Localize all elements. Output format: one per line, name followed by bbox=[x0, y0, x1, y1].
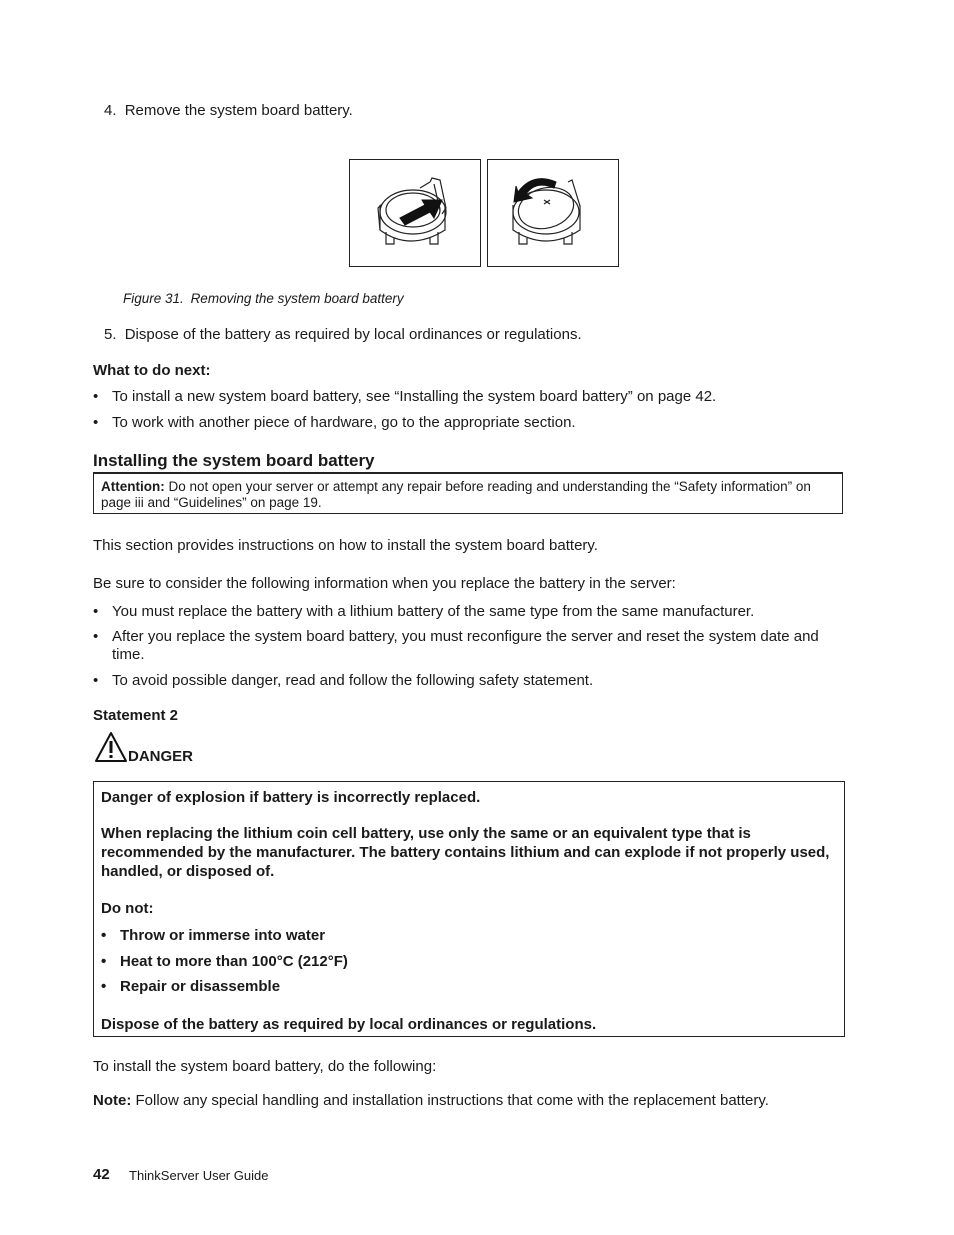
list-item-text: To work with another piece of hardware, go to the appropriate section. bbox=[112, 414, 576, 431]
danger-line-1: Danger of explosion if battery is incorrectly replaced. bbox=[101, 789, 481, 806]
statement-title: Statement 2 bbox=[93, 707, 179, 724]
intro-paragraph: This section provides instructions on how to install the system board battery. bbox=[93, 537, 598, 554]
figure-caption-text: Removing the system board battery bbox=[190, 291, 404, 306]
note-text: Follow any special handling and installation instructions that come with the replacement battery. bbox=[131, 1092, 769, 1109]
danger-line-2: When replacing the lithium coin cell battery, use only the same or an equivalent type that is recommended by the manufacturer. The battery contains lithium and can explode if not properly used, handled, or disposed of. bbox=[101, 825, 830, 880]
list-item-text: To install a new system board battery, see “Installing the system board battery” on page 42. bbox=[112, 388, 717, 405]
warning-triangle-icon bbox=[94, 731, 128, 763]
list-item bbox=[101, 978, 280, 995]
figure-panel-right bbox=[487, 159, 619, 267]
consider-paragraph: Be sure to consider the following information when you replace the battery in the server: bbox=[93, 575, 676, 592]
bullet: • bbox=[93, 388, 99, 405]
bullet: • bbox=[93, 414, 99, 431]
step-text: Remove the system board battery. bbox=[124, 102, 353, 119]
list-item-text: Throw or immerse into water bbox=[120, 927, 326, 944]
battery-removal-illustration-right bbox=[488, 160, 618, 266]
bullet: • bbox=[93, 603, 99, 620]
list-item bbox=[101, 927, 325, 944]
battery-removal-illustration-left bbox=[350, 160, 480, 266]
list-item-text: To avoid possible danger, read and follow the following safety statement. bbox=[112, 672, 594, 689]
footer-guide-title: ThinkServer User Guide bbox=[129, 1168, 269, 1183]
figure-caption bbox=[123, 291, 404, 306]
figure-label: Figure 31. bbox=[123, 291, 184, 306]
bullet: • bbox=[93, 628, 99, 645]
bullet: • bbox=[101, 927, 107, 944]
bullet: • bbox=[93, 672, 99, 689]
note-paragraph bbox=[93, 1092, 769, 1109]
what-to-do-next-heading: What to do next: bbox=[93, 362, 211, 379]
danger-box bbox=[93, 781, 845, 1037]
list-item-text: After you replace the system board battery, you must reconfigure the server and reset the system date and time. bbox=[112, 628, 819, 663]
danger-do-not: Do not: bbox=[101, 900, 154, 917]
step-number: 4. bbox=[104, 102, 117, 119]
step-number: 5. bbox=[104, 326, 117, 343]
list-item-text: You must replace the battery with a lithium battery of the same type from the same manufacturer. bbox=[112, 603, 755, 620]
attention-text bbox=[101, 479, 836, 511]
list-item-text: Repair or disassemble bbox=[120, 978, 281, 995]
page-number: 42 bbox=[93, 1166, 110, 1183]
step-4 bbox=[104, 102, 353, 119]
note-label: Note: bbox=[93, 1092, 132, 1109]
figure-panel-left bbox=[349, 159, 481, 267]
list-item bbox=[93, 672, 853, 690]
attention-label: Attention: bbox=[101, 479, 165, 494]
attention-body: Do not open your server or attempt any repair before reading and understanding the “Safety information” on page iii and “Guidelines” on page 19. bbox=[101, 479, 811, 510]
danger-label: DANGER bbox=[128, 748, 194, 765]
bullet: • bbox=[101, 953, 107, 970]
danger-last-line: Dispose of the battery as required by local ordinances or regulations. bbox=[101, 1016, 597, 1033]
list-item-text: Heat to more than 100°C (212°F) bbox=[120, 953, 348, 970]
bullet: • bbox=[101, 978, 107, 995]
step-5 bbox=[104, 326, 582, 343]
list-item bbox=[93, 414, 853, 432]
attention-box bbox=[93, 472, 843, 514]
list-item bbox=[93, 388, 853, 406]
step-text: Dispose of the battery as required by local ordinances or regulations. bbox=[124, 326, 582, 343]
list-item bbox=[101, 953, 348, 970]
procedure-paragraph: To install the system board battery, do the following: bbox=[93, 1058, 437, 1075]
section-title: Installing the system board battery bbox=[93, 451, 375, 470]
list-item bbox=[93, 603, 853, 621]
list-item bbox=[93, 628, 853, 664]
